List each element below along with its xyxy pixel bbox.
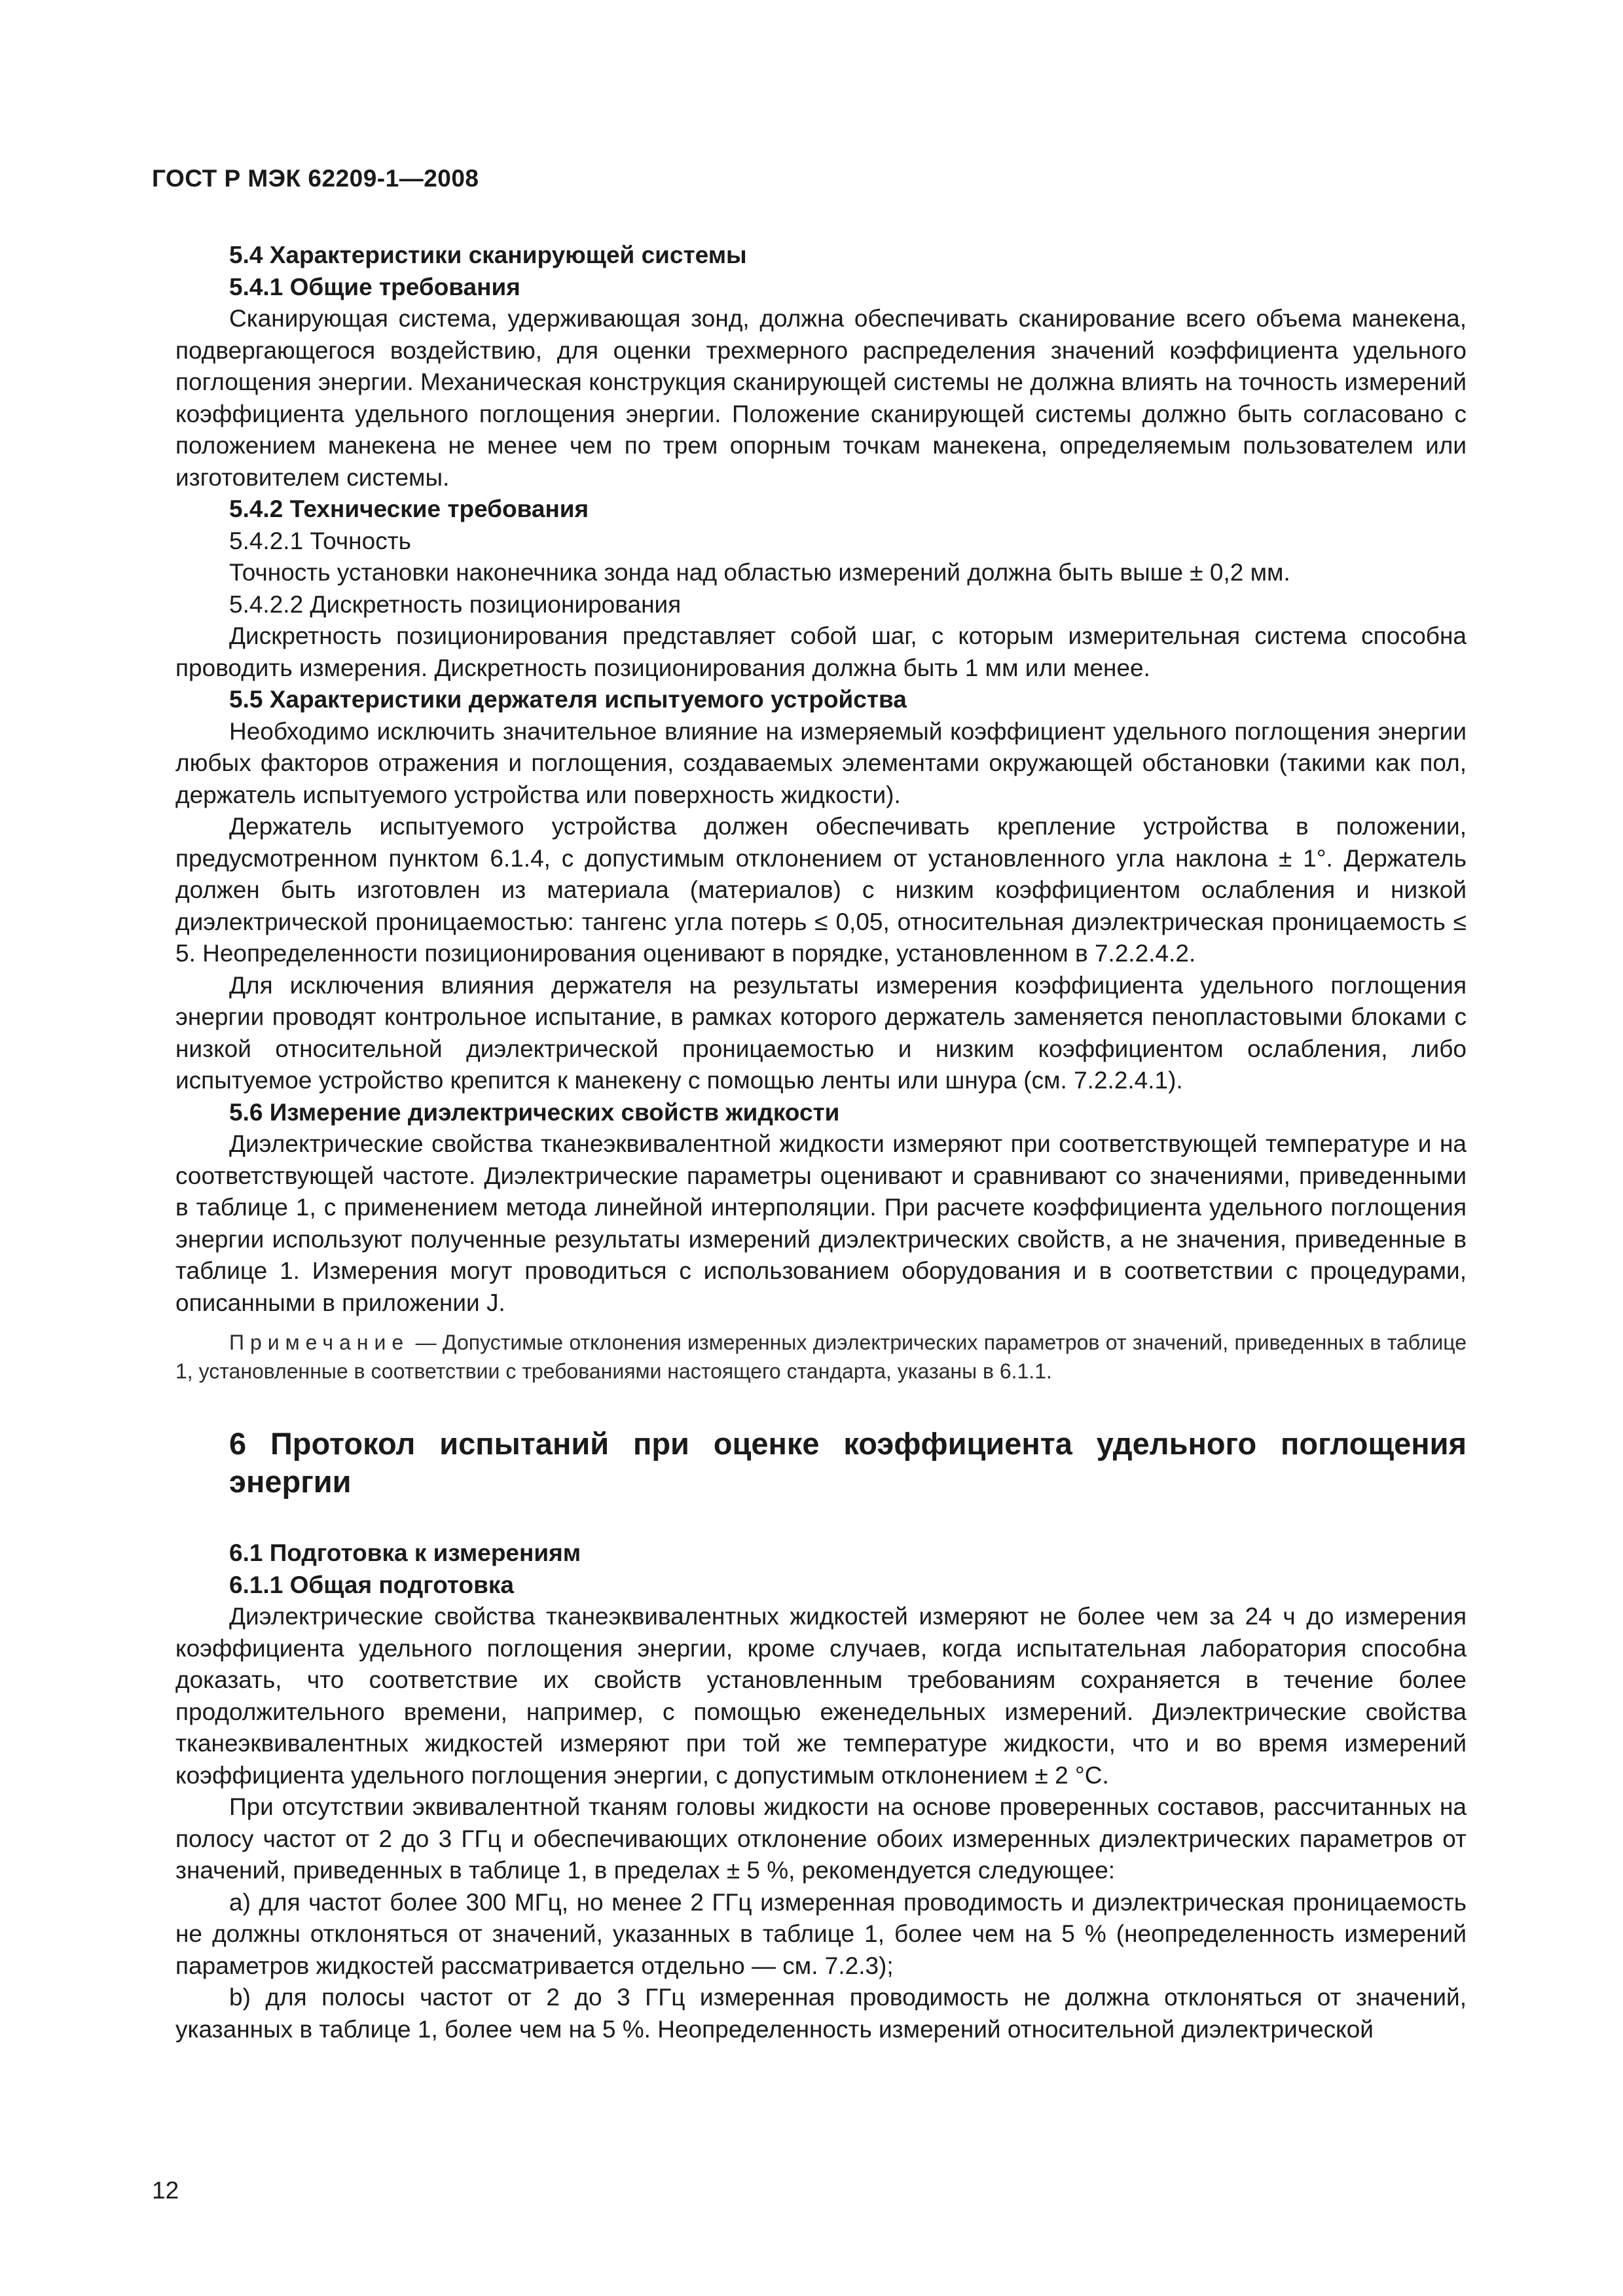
section-6-1-heading: 6.1 Подготовка к измерениям [229, 1539, 581, 1566]
note-label: Примечание [229, 1331, 410, 1354]
section-5-5-paragraph-3: Для исключения влияния держателя на результаты измерения коэффициента удельного поглощения энергии проводят контрольное испытание, в рамках которого держатель заменяется пенопластовыми блоками с низкой относительной диэлектрической проницаемостью и низким коэффициентом ослабления, либо испытуемое устройство крепится к манекену с помощью ленты или шнура (см. 7.2.2.4.1). [175, 971, 1467, 1094]
page-number: 12 [152, 2177, 179, 2204]
section-5-4-2-2-heading: 5.4.2.2 Дискретность позиционирования [229, 590, 682, 618]
section-5-6-paragraph: Диэлектрические свойства тканеэквивалентной жидкости измеряют при соответствующей температуре и на соответствующей частоте. Диэлектрические параметры оценивают и сравнивают со значениями, приведенными в таблице 1, с применением метода линейной интерполяции. При расчете коэффициента удельного поглощения энергии используют полученные результаты измерений диэлектрических свойств, а не значения, приведенные в таблице 1. Измерения могут проводиться с использованием оборудования и в соответствии с процедурами, описанными в приложении J. [175, 1130, 1467, 1316]
section-5-4-heading: 5.4 Характеристики сканирующей системы [229, 242, 747, 268]
section-5-4-2-1-paragraph: Точность установки наконечника зонда над областью измерений должна быть выше ± 0,2 мм. [229, 559, 1290, 586]
section-6-heading: 6 Протокол испытаний при оценке коэффициента удельного поглощения энергии [229, 1426, 1467, 1499]
section-5-4-2-1-heading: 5.4.2.1 Точность [229, 527, 411, 554]
note-text: — Допустимые отклонения измеренных диэлектрических параметров от значений, приведенных в таблице 1, установленные в соответствии с требованиями настоящего стандарта, указаны в 6.1.1. [175, 1331, 1467, 1383]
page-body [175, 240, 1467, 2045]
section-6-1-1-heading: 6.1.1 Общая подготовка [229, 1571, 514, 1598]
note [175, 1328, 1467, 1386]
section-6-1-1-paragraph-1: Диэлектрические свойства тканеэквивалентных жидкостей измеряют не более чем за 24 ч до измерения коэффициента удельного поглощения энергии, кроме случаев, когда испытательная лаборатория способна доказать, что соответствие их свойств установленным требованиям сохраняется в течение более продолжительного времени, например, с помощью еженедельных измерений. Диэлектрические свойства тканеэквивалентных жидкостей измеряют при той же температуре жидкости, что и во время измерений коэффициента удельного поглощения энергии, с допустимым отклонением ± 2 °С. [175, 1603, 1467, 1789]
section-5-4-2-2-paragraph: Дискретность позиционирования представляет собой шаг, с которым измерительная система способна проводить измерения. Дискретность позиционирования должна быть 1 мм или менее. [175, 622, 1467, 681]
section-5-5-paragraph-2: Держатель испытуемого устройства должен обеспечивать крепление устройства в положении, предусмотренном пунктом 6.1.4, с допустимым отклонением от установленного угла наклона ± 1°. Держатель должен быть изготовлен из материала (материалов) с низким коэффициентом ослабления и низкой диэлектрической проницаемостью: тангенс угла потерь ≤ 0,05, относительная диэлектрическая проницаемость ≤ 5. Неопределенности позиционирования оценивают в порядке, установленном в 7.2.2.4.2. [175, 813, 1467, 967]
section-5-5-heading: 5.5 Характеристики держателя испытуемого устройства [229, 686, 907, 713]
section-5-5-paragraph-1: Необходимо исключить значительное влияние на измеряемый коэффициент удельного поглощения энергии любых факторов отражения и поглощения, создаваемых элементами окружающей обстановки (такими как пол, держатель испытуемого устройства или поверхность жидкости). [175, 717, 1467, 808]
section-6-1-1-paragraph-2: При отсутствии эквивалентной тканям головы жидкости на основе проверенных составов, рассчитанных на полосу частот от 2 до 3 ГГц и обеспечивающих отклонение обоих измеренных диэлектрических параметров от значений, приведенных в таблице 1, в пределах ± 5 %, рекомендуется следующее: [175, 1793, 1467, 1884]
standard-code-header: ГОСТ Р МЭК 62209-1—2008 [152, 165, 479, 192]
section-5-4-1-paragraph: Сканирующая система, удерживающая зонд, должна обеспечивать сканирование всего объема манекена, подвергающегося воздействию, для оценки трехмерного распределения значений коэффициента удельного поглощения энергии. Механическая конструкция сканирующей системы не должна влиять на точность измерений коэффициента удельного поглощения энергии. Положение сканирующей системы должно быть согласовано с положением манекена не менее чем по трем опорным точкам манекена, определяемым пользователем или изготовителем системы. [175, 305, 1467, 491]
section-6-1-1-item-b: b) для полосы частот от 2 до 3 ГГц измеренная проводимость не должна отклоняться от значений, указанных в таблице 1, более чем на 5 %. Неопределенность измерений относительной диэлектрической [175, 1984, 1467, 2043]
section-6-1-1-item-a: a) для частот более 300 МГц, но менее 2 ГГц измеренная проводимость и диэлектрическая проницаемость не должны отклоняться от значений, указанных в таблице 1, более чем на 5 % (неопределенность измерений параметров жидкостей рассматривается отдельно — см. 7.2.3); [175, 1888, 1467, 1979]
section-5-6-heading: 5.6 Измерение диэлектрических свойств жидкости [229, 1098, 840, 1126]
section-5-4-2-heading: 5.4.2 Технические требования [229, 495, 589, 522]
section-5-4-1-heading: 5.4.1 Общие требования [229, 273, 520, 300]
